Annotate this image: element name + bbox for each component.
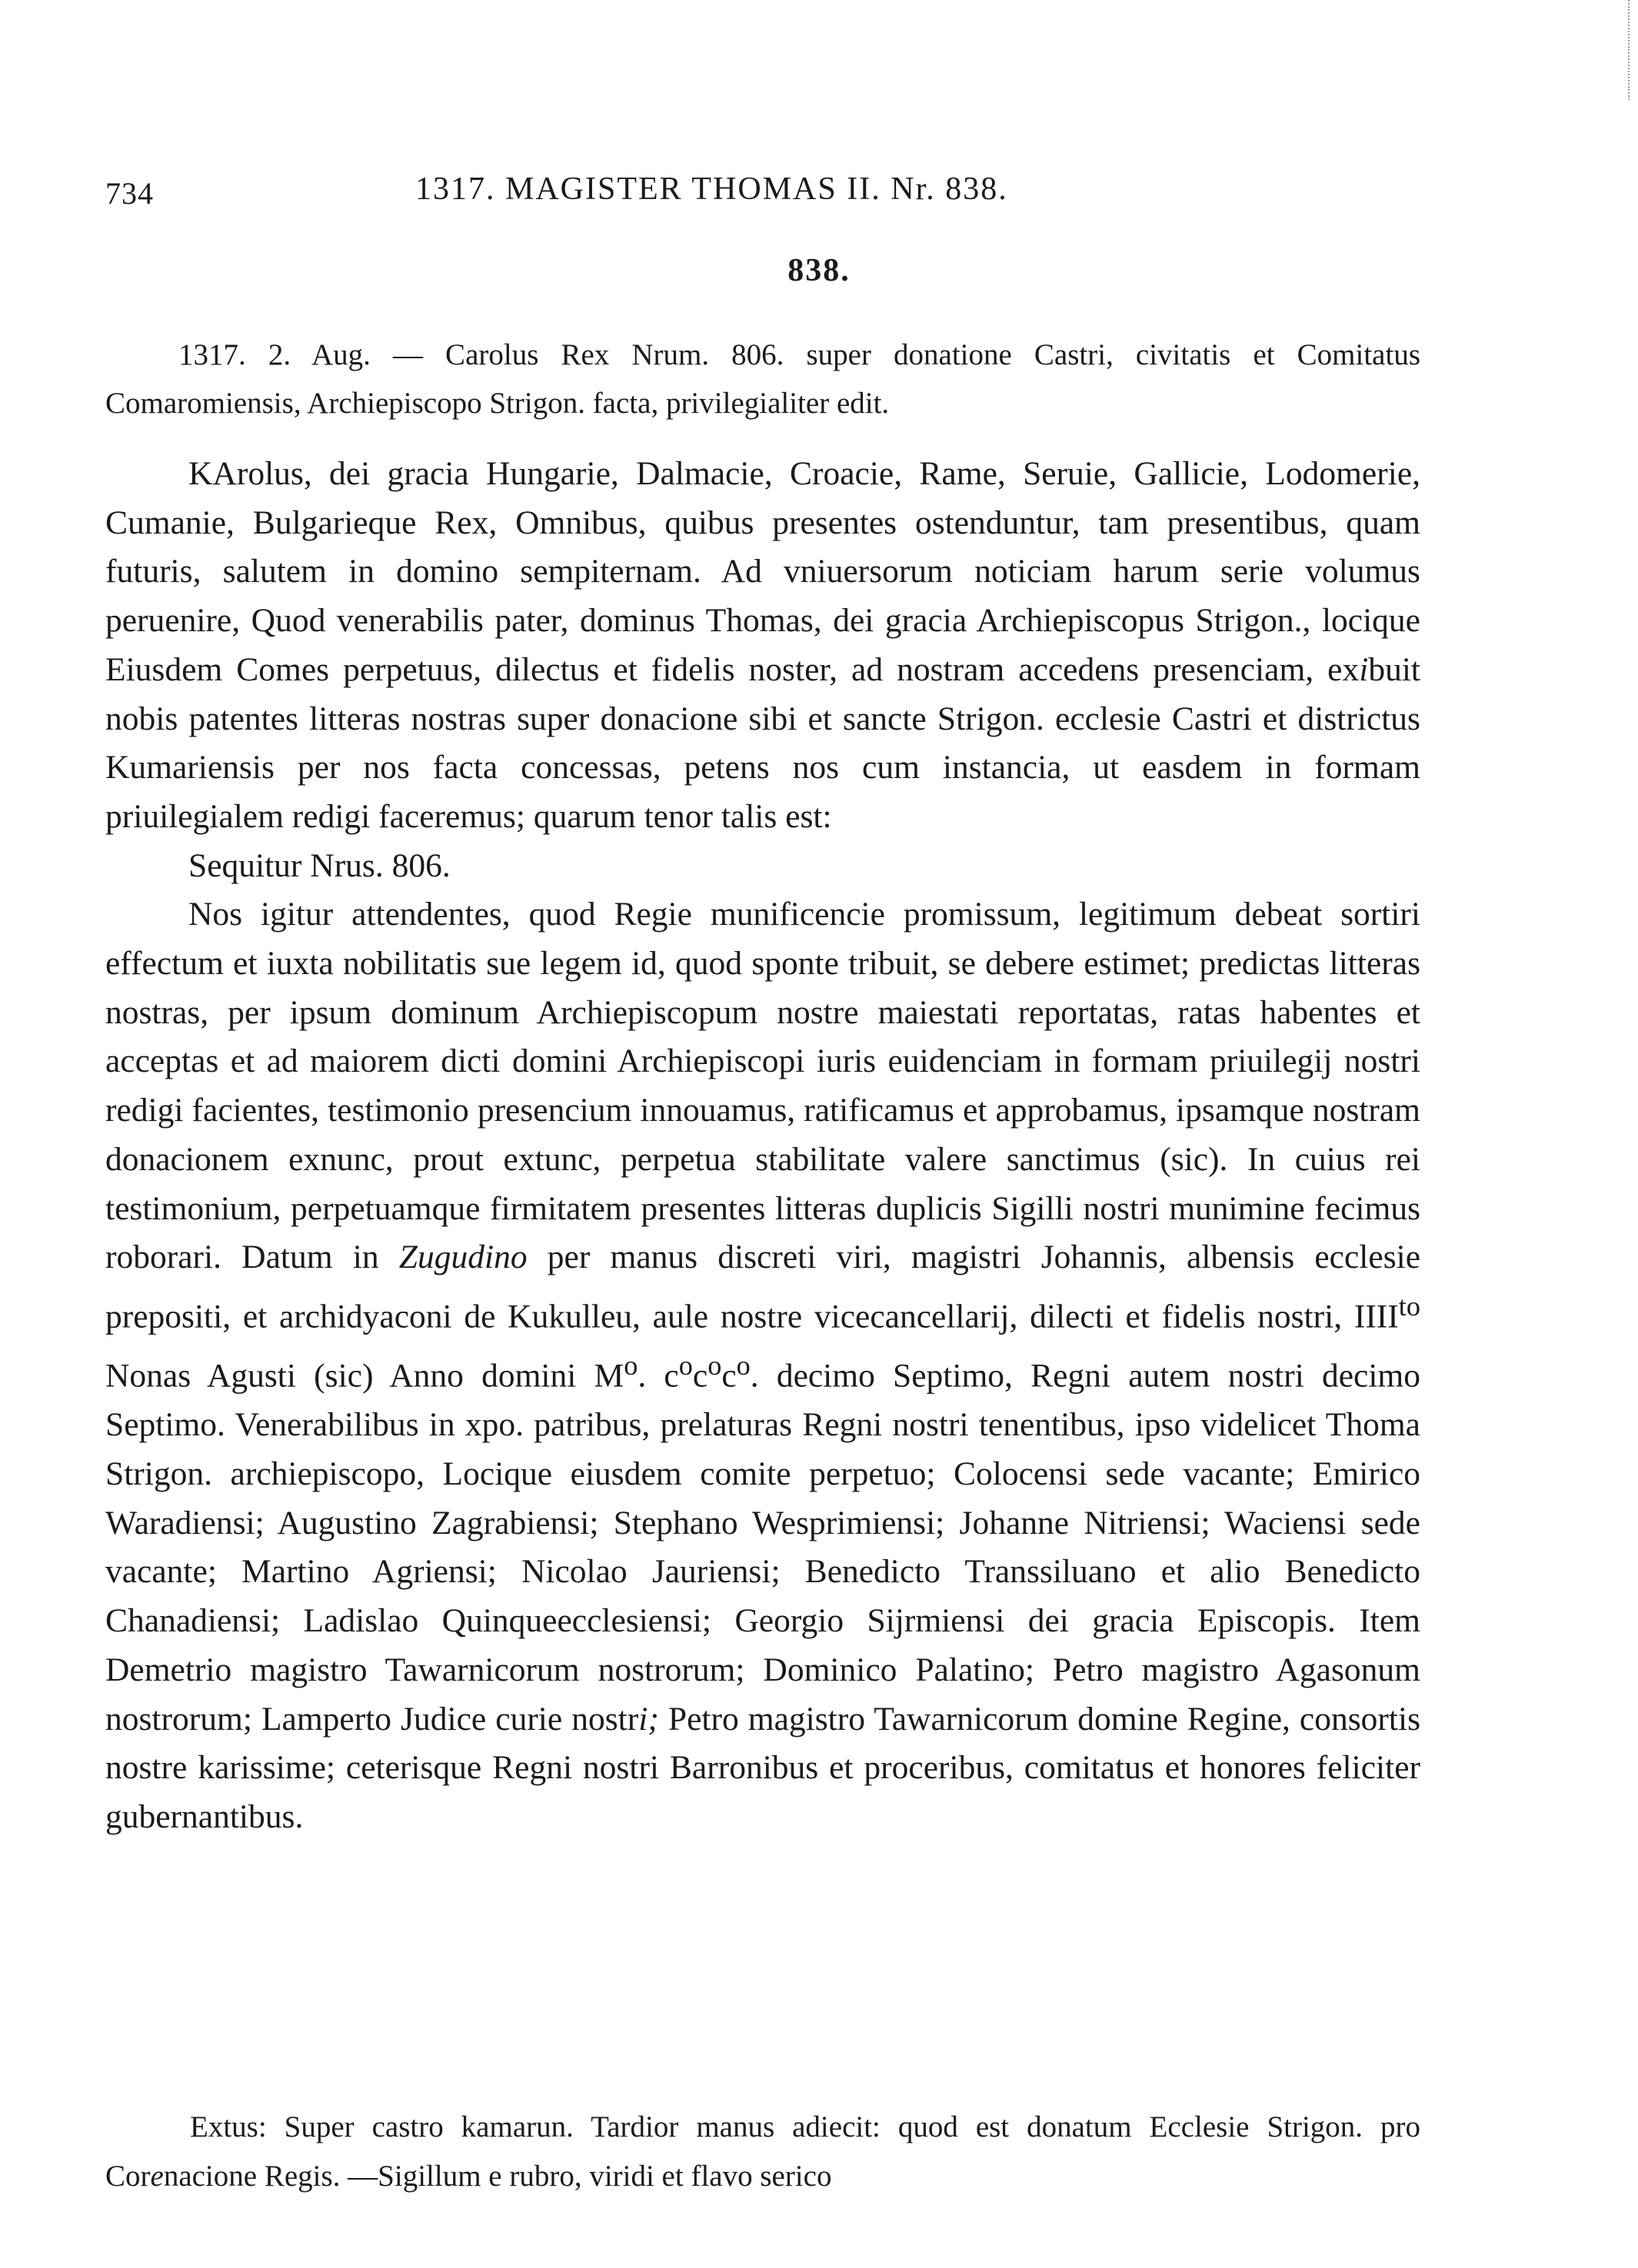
charter-paragraph-2: Sequitur Nrus. 806.	[188, 846, 451, 884]
page-edge-mark	[1628, 0, 1632, 100]
page-number: 734	[105, 176, 154, 211]
charter-p1-ex: ex	[1327, 650, 1360, 688]
charter-p3-list: . decimo Septimo, Regni autem nostri decimo Septimo. Venerabilibus in xpo. patribus, prelaturas Regni nostri tenentibus, ipso videlicet Thoma Strigon. archiepiscopo, Locique eiusdem comite perpetuo; Colocensi sede vacante; Emirico Waradiensi; Augustino Zagrabiensi; Stephano Wesprimiensi; Johanne Nitriensi; Waciensi sede vacante; Martino Agriensi; Nicolao Jauriensi; Benedicto Transsiluano et alio Benedicto Chanadiensi; Ladislao Quinqueecclesiensi; Georgio Sijrmiensi dei gracia Episcopis. Item Demetrio magistro Tawarnicorum nostrorum; Dominico Palatino; Petro magistro Agasonum nostrorum; Lamperto Judice curie nostr	[105, 1357, 1421, 1738]
note-italic: e	[150, 2160, 164, 2193]
note-text-end: nacione Regis. —Sigillum e rubro, viridi et flavo serico	[163, 2160, 832, 2193]
charter-p1-rest: buit nobis patentes litteras nostras super donacione sibi et sancte Strigon. ecclesie Castri et districtus Kumariensis per nos facta concessas, petens nos cum instancia, ut easdem in formam priuilegialem redigi faceremus; quarum tenor talis est:	[105, 650, 1420, 835]
charter-p3-date-c: c	[721, 1357, 737, 1395]
regest: 1317. 2. Aug. — Carolus Rex Nrum. 806. super donatione Castri, civitatis et Comitatus Comaromiensis, Archiepiscopo Strigon. facta, privilegialiter edit.	[105, 338, 1420, 420]
superscript: to	[1398, 1290, 1420, 1322]
charter-paragraph-1	[105, 450, 1420, 842]
place-name: Zugudino	[398, 1239, 528, 1276]
charter-paragraph-3	[105, 890, 1420, 1841]
superscript: o	[736, 1350, 751, 1382]
charter-p1-text: KArolus, dei gracia Hungarie, Dalmacie, Croacie, Rame, Seruie, Gallicie, Lodomerie, Cumanie, Bulgarieque Rex, Omnibus, quibus presentes ostenduntur, tam presentibus, quam futuris, salutem in domino sempiternam. Ad vniuersorum noticiam harum serie volumus peruenire, Quod venerabilis pater, dominus Thomas, dei gracia Archiepiscopus Strigon., locique Eiusdem Comes perpetuus, dilectus et fidelis noster, ad nostram accedens presenciam,	[105, 455, 1420, 688]
note-text: Extus: Super castro kamarun. Tardior manus adiecit: quod est donatum Ecclesie Strigon. pro Cor	[105, 2110, 1420, 2193]
document-number: 838.	[787, 253, 851, 288]
superscript: o	[678, 1350, 693, 1382]
charter-p3-date: Nonas Agusti (sic) Anno domini M	[105, 1357, 624, 1395]
endorsement-note	[105, 2103, 1420, 2201]
charter-text	[105, 450, 1420, 1842]
superscript: o	[624, 1350, 638, 1382]
running-head: 1317. MAGISTER THOMAS II. Nr. 838.	[415, 171, 1008, 207]
charter-p3-witness: per manus discreti viri, magistri Johannis, albensis ecclesie prepositi, et archidyaconi de Kukulleu, aule nostre vicecancellarij, dilecti et fidelis nostri, IIII	[105, 1239, 1421, 1335]
charter-p3-italic: i;	[638, 1700, 659, 1738]
charter-p3-date-c: c	[692, 1357, 708, 1395]
superscript: o	[707, 1350, 722, 1382]
charter-p3-text: Nos igitur attendentes, quod Regie munificencie promissum, legitimum debeat sortiri effectum et iuxta nobilitatis sue legem id, quod sponte tribuit, se debere estimet; predictas litteras nostras, per ipsum dominum Archiepiscopum nostre maiestati reportatas, ratas habentes et acceptas et ad maiorem dicti domini Archiepiscopi iuris euidenciam in formam priuilegij nostri redigi facientes, testimonio presencium innouamus, ratificamus et approbamus, ipsamque nostram donacionem exnunc, prout extunc, perpetua stabilitate valere sanctimus (sic). In cuius rei testimonium, perpetuamque firmitatem presentes litteras duplicis Sigilli nostri munimine fecimus roborari. Datum in	[105, 896, 1420, 1276]
charter-p1-italic: i	[1359, 650, 1369, 688]
charter-p3-end: Petro magistro Tawarnicorum domine Regine, consortis nostre karissime; ceterisque Regni nostri Barronibus et proceribus, comitatus et honores feliciter gubernantibus.	[105, 1700, 1420, 1835]
charter-p3-date-c: . c	[638, 1357, 679, 1395]
